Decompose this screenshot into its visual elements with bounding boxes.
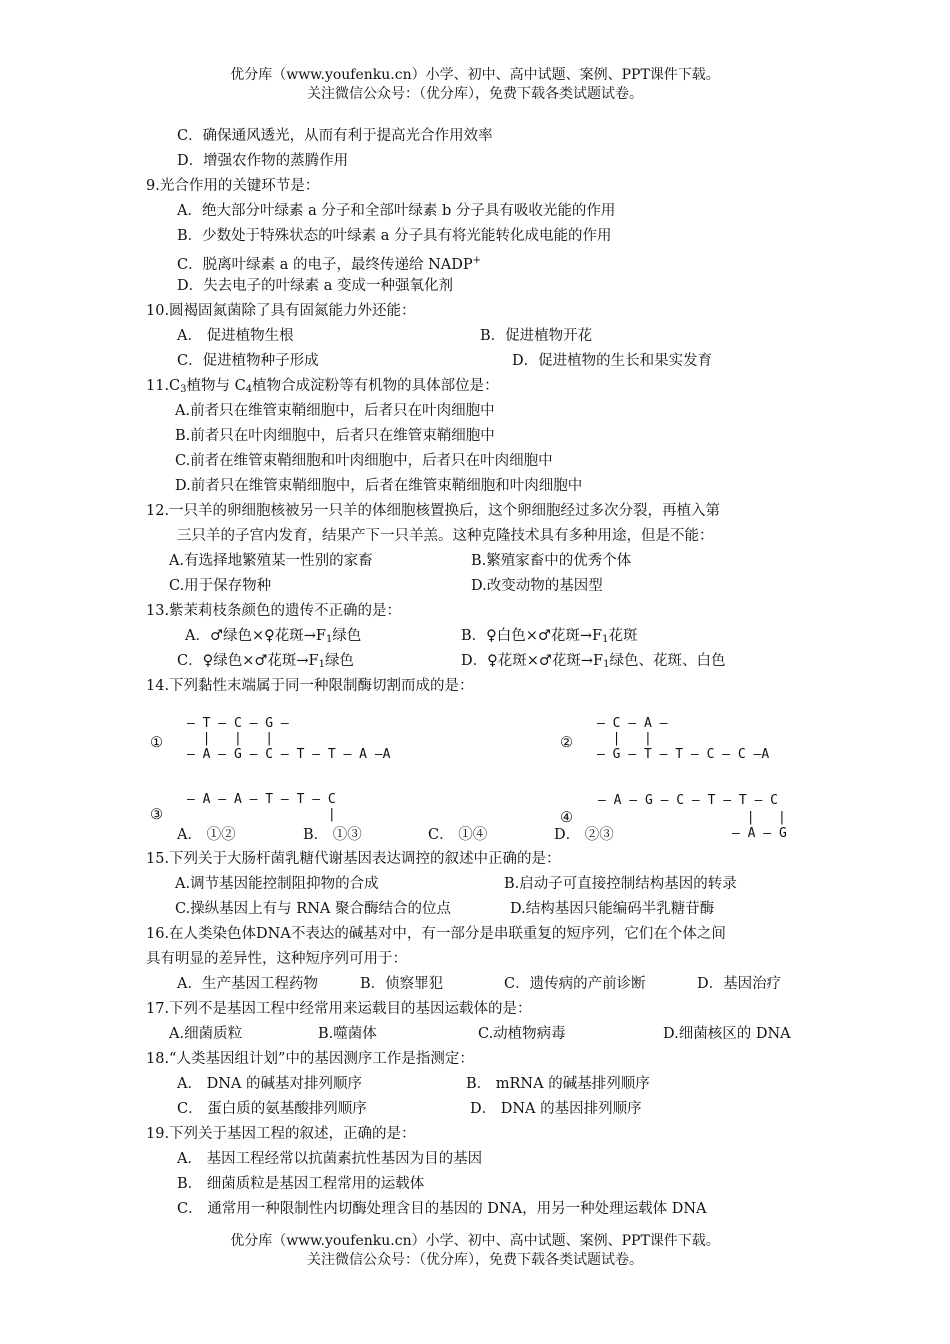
- q19-option-b: B． 细菌质粒是基因工程常用的运载体: [177, 1176, 425, 1192]
- q13-option-b: B．♀白色×♂花斑$\to F_1$花斑: [461, 628, 638, 645]
- sticky-end-4-marker: ④: [560, 810, 573, 826]
- q17-option-c: C.动植物病毒: [478, 1026, 566, 1042]
- sticky-end-4-top-strand: — A — G — C — T — T — C: [598, 793, 779, 808]
- sticky-end-1-bonds: | | |: [187, 731, 274, 746]
- q18-option-d: D． DNA 的基因排列顺序: [470, 1101, 642, 1117]
- q12-option-c: C.用于保存物种: [169, 578, 272, 594]
- footer-line-2: 关注微信公众号：（优分库），免费下载各类试题试卷。: [307, 1252, 643, 1268]
- q14-option-a: A． ①②: [177, 827, 236, 843]
- header-line-1: 优分库（www.youfenku.cn）小学、初中、高中试题、案例、PPT课件下载。: [230, 67, 720, 83]
- q16-option-d: D．基因治疗: [697, 976, 782, 992]
- q18-option-b: B． mRNA 的碱基排列顺序: [466, 1076, 650, 1092]
- q12-option-d: D.改变动物的基因型: [471, 578, 603, 594]
- q11-option-a: A.前者只在维管束鞘细胞中，后者只在叶肉细胞中: [175, 403, 495, 419]
- sticky-end-1-marker: ①: [150, 735, 163, 751]
- q9-option-c: C．脱离叶绿素 a 的电子，最终传递给 NADP+: [177, 255, 481, 273]
- q12-option-b: B.繁殖家畜中的优秀个体: [471, 553, 632, 569]
- q16-option-a: A．生产基因工程药物: [177, 976, 318, 992]
- q9-option-a: A．绝大部分叶绿素 a 分子和全部叶绿素 b 分子具有吸收光能的作用: [177, 203, 616, 219]
- q12-stem-line-1: 12.一只羊的卵细胞核被另一只羊的体细胞核置换后，这个卵细胞经过多次分裂，再植入第: [146, 503, 721, 519]
- q18-stem: 18.“人类基因组计划”中的基因测序工作是指测定：: [146, 1051, 474, 1067]
- q19-stem: 19.下列关于基因工程的叙述，正确的是：: [146, 1126, 416, 1142]
- q15-option-b: B.启动子可直接控制结构基因的转录: [504, 876, 737, 892]
- q9-option-b: B．少数处于特殊状态的叶绿素 a 分子具有将光能转化成电能的作用: [177, 228, 612, 244]
- q19-option-a: A． 基因工程经常以抗菌素抗性基因为目的基因: [177, 1151, 483, 1167]
- q16-stem-line-2: 具有明显的差异性，这种短序列可用于：: [146, 951, 407, 967]
- page-footer: [0, 1232, 950, 1270]
- q15-option-d: D.结构基因只能编码半乳糖苷酶: [510, 901, 715, 917]
- q11-option-d: D.前者只在维管束鞘细胞中，后者在维管束鞘细胞和叶肉细胞中: [175, 478, 583, 494]
- sticky-end-3-top-strand: — A — A — T — T — C: [187, 792, 336, 807]
- q17-option-a: A.细菌质粒: [169, 1026, 243, 1042]
- q15-option-c: C.操纵基因上有与 RNA 聚合酶结合的位点: [175, 901, 451, 917]
- sticky-end-1-top-strand: — T — C — G —: [187, 716, 289, 731]
- sticky-end-3-bonds: |: [187, 807, 336, 822]
- q18-option-c: C． 蛋白质的氨基酸排列顺序: [177, 1101, 367, 1117]
- q11-option-b: B.前者只在叶肉细胞中，后者只在维管束鞘细胞中: [175, 428, 495, 444]
- q9-stem: 9.光合作用的关键环节是：: [146, 178, 320, 194]
- q16-option-c: C．遗传病的产前诊断: [504, 976, 646, 992]
- q19-option-c: C． 通常用一种限制性内切酶处理含目的基因的 DNA，用另一种处理运载体 DNA: [177, 1201, 707, 1217]
- q13-option-c: C．♀绿色×♂花斑$\to F_1$绿色: [177, 653, 354, 670]
- q15-option-a: A.调节基因能控制阻抑物的合成: [175, 876, 379, 892]
- q14-option-b: B． ①③: [303, 827, 362, 843]
- page-header: [0, 66, 950, 104]
- q16-option-b: B．侦察罪犯: [360, 976, 444, 992]
- q14-stem: 14.下列黏性末端属于同一种限制酶切割而成的是：: [146, 678, 474, 694]
- q10-option-d: D．促进植物的生长和果实发育: [512, 353, 713, 369]
- q10-option-b: B．促进植物开花: [480, 328, 593, 344]
- sticky-end-2-bonds: | |: [597, 731, 652, 746]
- q14-option-d: D． ②③: [554, 827, 614, 843]
- sticky-end-2-top-strand: — C — A —: [597, 716, 668, 731]
- q13-option-a: A．♂绿色×♀花斑$\to F_1$绿色: [185, 628, 362, 645]
- q8-option-c: C．确保通风透光，从而有利于提高光合作用效率: [177, 128, 493, 144]
- q13-stem: 13.紫茉莉枝条颜色的遗传不正确的是：: [146, 603, 402, 619]
- q18-option-a: A． DNA 的碱基对排列顺序: [177, 1076, 362, 1092]
- q10-option-c: C．促进植物种子形成: [177, 353, 319, 369]
- q10-option-a: A． 促进植物生根: [177, 328, 294, 344]
- footer-line-1: 优分库（www.youfenku.cn）小学、初中、高中试题、案例、PPT课件下载。: [230, 1233, 720, 1249]
- q11-option-c: C.前者在维管束鞘细胞和叶肉细胞中，后者只在叶肉细胞中: [175, 453, 553, 469]
- q8-option-d: D．增强农作物的蒸腾作用: [177, 153, 349, 169]
- q10-stem: 10.圆褐固氮菌除了具有固氮能力外还能：: [146, 303, 416, 319]
- sticky-end-4-bottom-strand: — A — G: [732, 826, 787, 841]
- header-line-2: 关注微信公众号：（优分库），免费下载各类试题试卷。: [307, 86, 643, 102]
- q15-stem: 15.下列关于大肠杆菌乳糖代谢基因表达调控的叙述中正确的是：: [146, 851, 561, 867]
- sticky-end-2-marker: ②: [560, 735, 573, 751]
- q11-stem: $11.C_3$植物与 $C_4$植物合成淀粉等有机物的具体部位是：: [146, 378, 499, 395]
- q16-stem-line-1: 16.在人类染色体DNA不表达的碱基对中，有一部分是串联重复的短序列，它们在个体之间: [146, 926, 726, 942]
- q13-option-d: D．♀花斑×♂花斑$\to F_1$绿色、花斑、白色: [461, 653, 726, 670]
- q17-option-b: B.噬菌体: [318, 1026, 377, 1042]
- q12-option-a: A.有选择地繁殖某一性别的家畜: [169, 553, 373, 569]
- q12-stem-line-2: 三只羊的子宫内发育，结果产下一只羊羔。这种克隆技术具有多种用途，但是不能：: [177, 528, 714, 544]
- q9-option-d: D．失去电子的叶绿素 a 变成一种强氧化剂: [177, 278, 453, 294]
- q17-stem: 17.下列不是基因工程中经常用来运载目的基因运载体的是：: [146, 1001, 532, 1017]
- sticky-end-4-bonds: | |: [598, 810, 786, 825]
- sticky-end-2-bottom-strand: — G — T — T — C — C —A: [597, 747, 770, 762]
- q17-option-d: D.细菌核区的 DNA: [663, 1026, 791, 1042]
- sticky-end-1-bottom-strand: — A — G — C — T — T — A —A: [187, 747, 391, 762]
- sticky-end-3-marker: ③: [150, 807, 163, 823]
- q14-option-c: C． ①④: [428, 827, 488, 843]
